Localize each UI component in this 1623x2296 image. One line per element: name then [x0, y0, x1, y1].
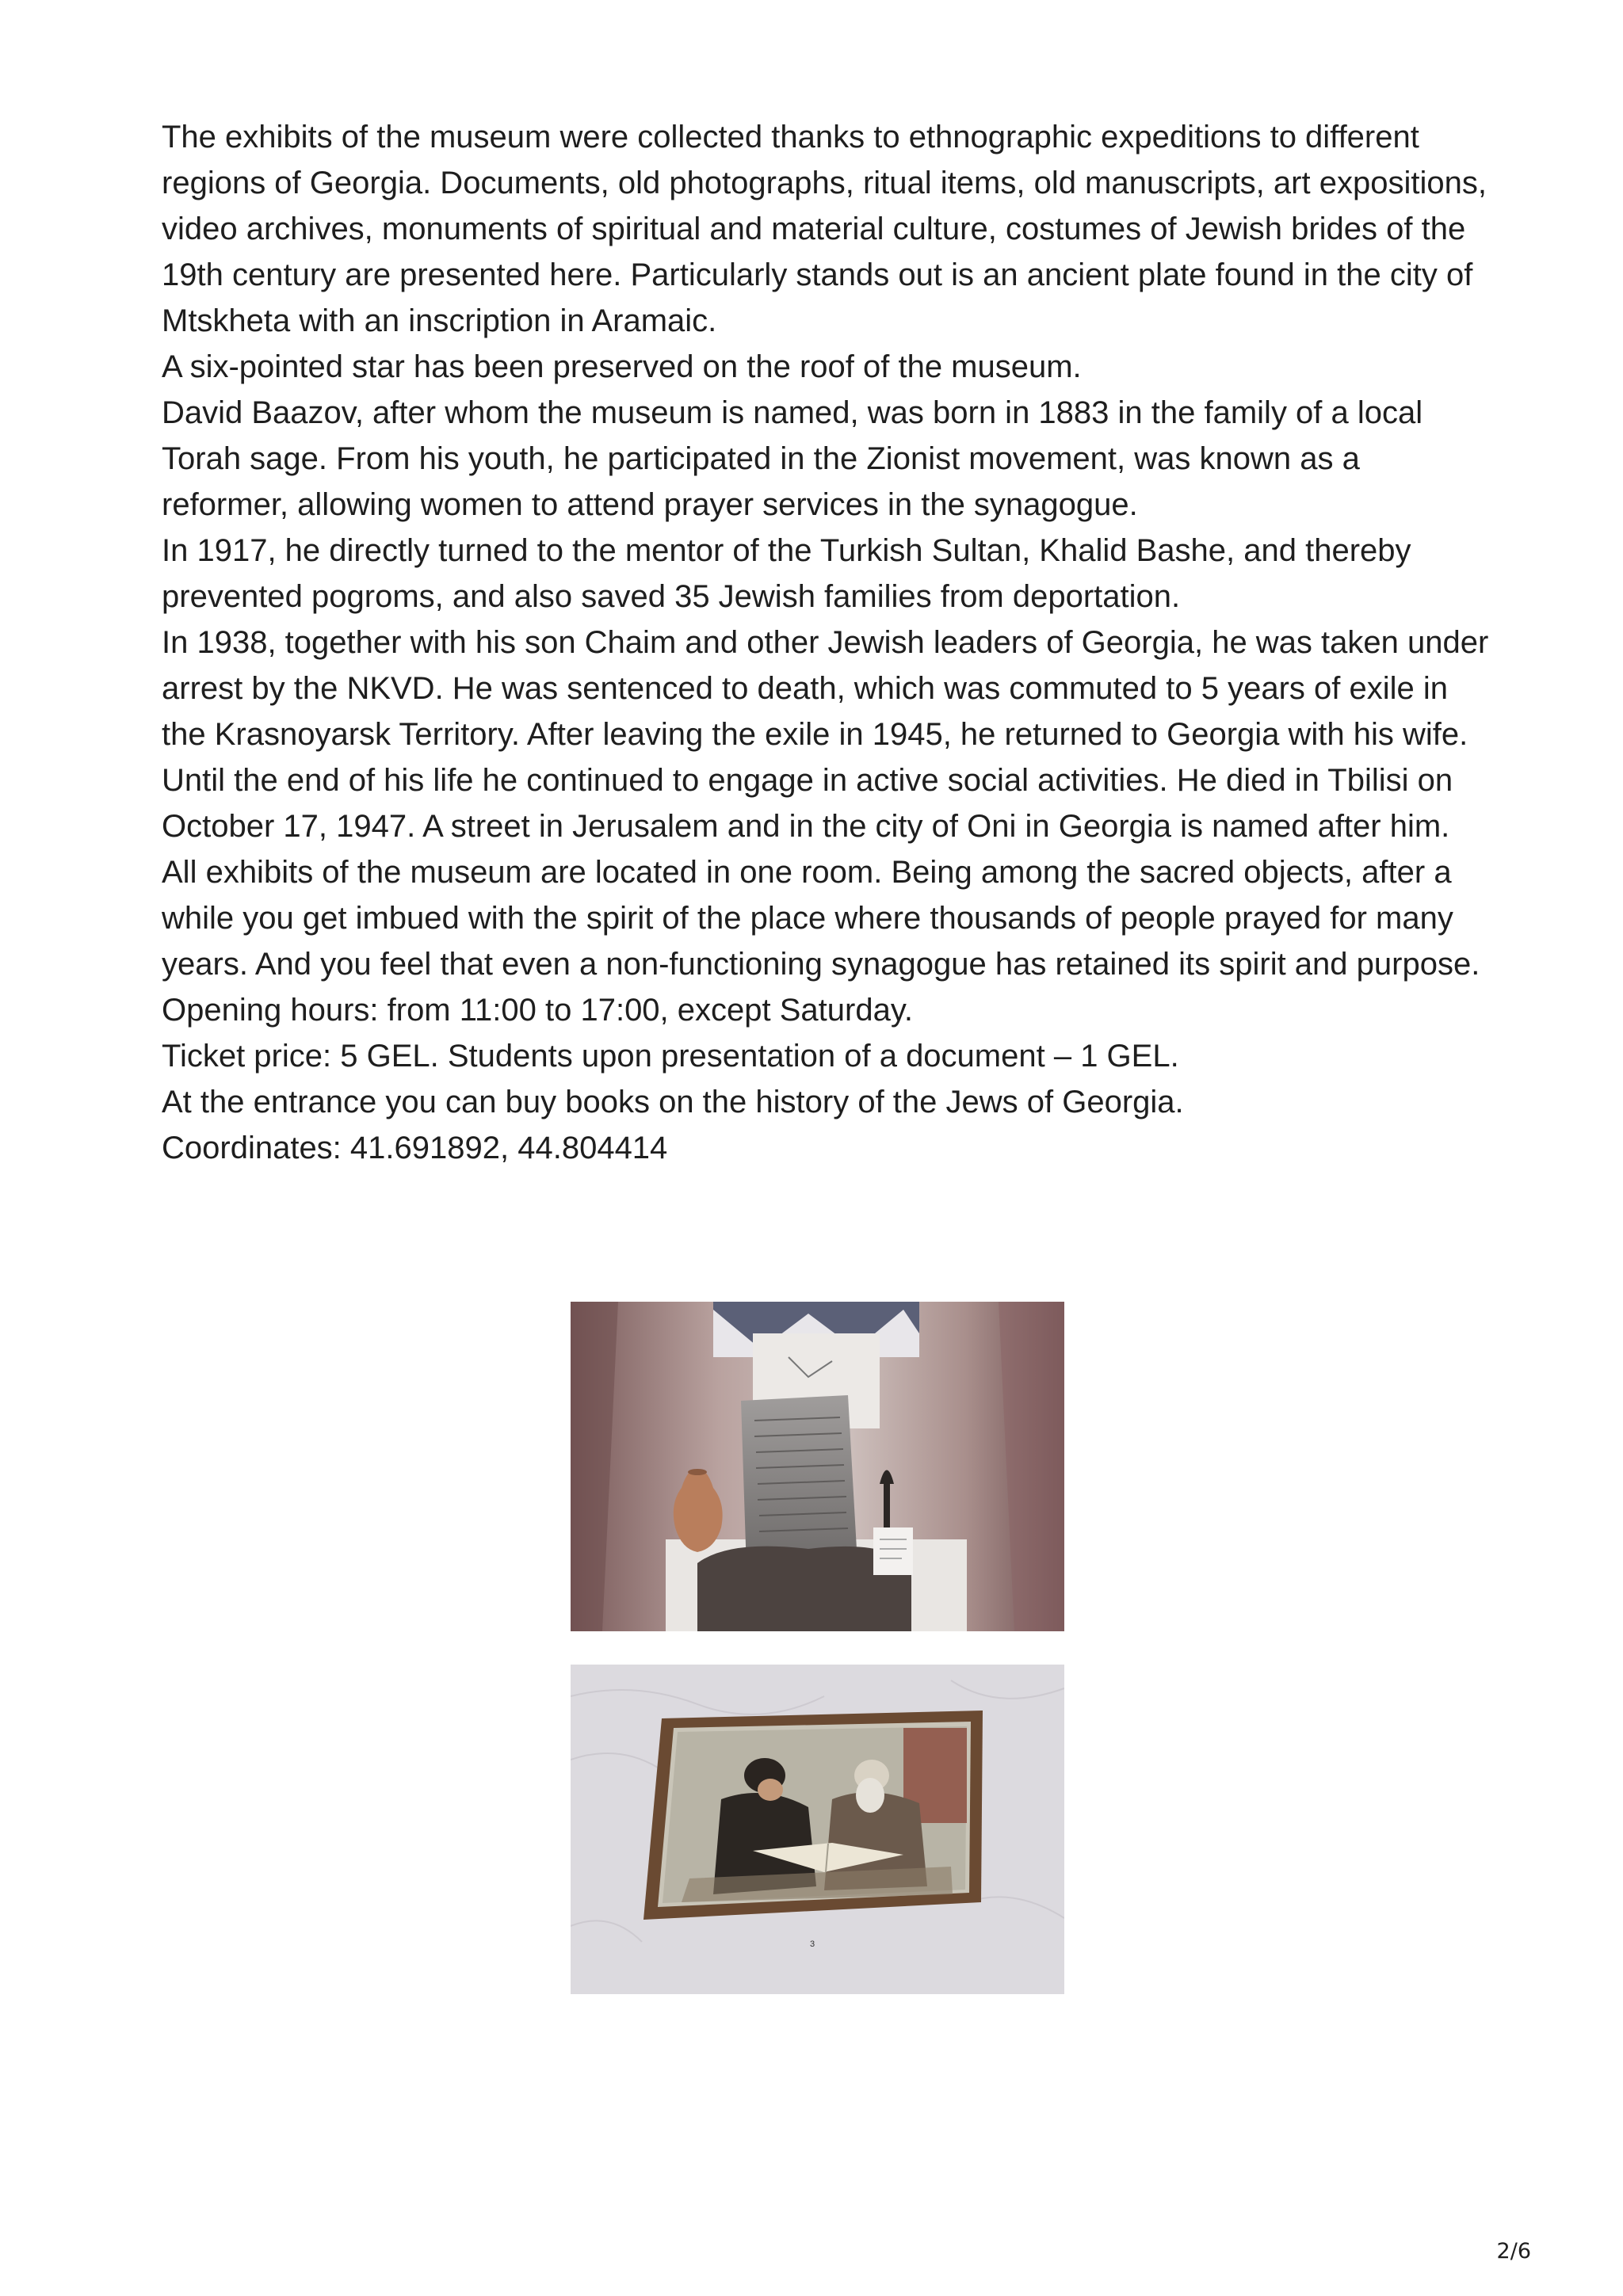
framed-painting-illustration — [571, 1665, 1064, 1994]
paragraph-baazov-bio: David Baazov, after whom the museum is named, was born in 1883 in the family of a local Torah sage. From his youth, he participated in the Zionist movement, was known as a reformer, allowing women to attend prayer services in the synagogue. — [162, 395, 1423, 522]
paragraph-star: A six-pointed star has been preserved on the roof of the museum. — [162, 349, 1082, 384]
paragraph-1938: In 1938, together with his son Chaim and other Jewish leaders of Georgia, he was taken under arrest by the NKVD. He was sentenced to death, which was commuted to 5 years of exile in the Krasnoyarsk Territory. After leaving the exile in 1945, he returned to Georgia with his wife. Until the end of his life he continued to engage in active social activities. He died in Tbilisi on October 17, 1947. A street in Jerusalem and in the city of Oni in Georgia is named after him. — [162, 625, 1489, 844]
paragraph-one-room: All exhibits of the museum are located in one room. Being among the sacred objects, after a while you get imbued with the spirit of the place where thousands of people prayed for many years. And you feel that even a non-functioning synagogue has retained its spirit and purpose. — [162, 855, 1480, 982]
paragraph-ticket-price: Ticket price: 5 GEL. Students upon presentation of a document – 1 GEL. — [162, 1039, 1179, 1074]
stone-plate-illustration — [571, 1302, 1064, 1631]
article-body — [162, 114, 1493, 1171]
paragraph-opening-hours: Opening hours: from 11:00 to 17:00, except Saturday. — [162, 993, 913, 1028]
paragraph-1917: In 1917, he directly turned to the mentor of the Turkish Sultan, Khalid Bashe, and thereby prevented pogroms, and also saved 35 Jewish families from deportation. — [162, 533, 1411, 614]
paragraph-coordinates: Coordinates: 41.691892, 44.804414 — [162, 1131, 668, 1165]
page-number: 2/6 — [1496, 2239, 1531, 2264]
photo-framed-painting — [571, 1665, 1064, 1994]
paragraph-exhibits: The exhibits of the museum were collected thanks to ethnographic expeditions to different regions of Georgia. Documents, old photographs, ritual items, old manuscripts, art expositions, video archives, monuments of spiritual and material culture, costumes of Jewish brides of the 19th century are presented here. Particularly stands out is an ancient plate found in the city of Mtskheta with an inscription in Aramaic. — [162, 120, 1487, 338]
paragraph-books: At the entrance you can buy books on the history of the Jews of Georgia. — [162, 1085, 1184, 1119]
frame-number-label: 3 — [810, 1939, 815, 1949]
photo-stone-plate-exhibit — [571, 1302, 1064, 1631]
